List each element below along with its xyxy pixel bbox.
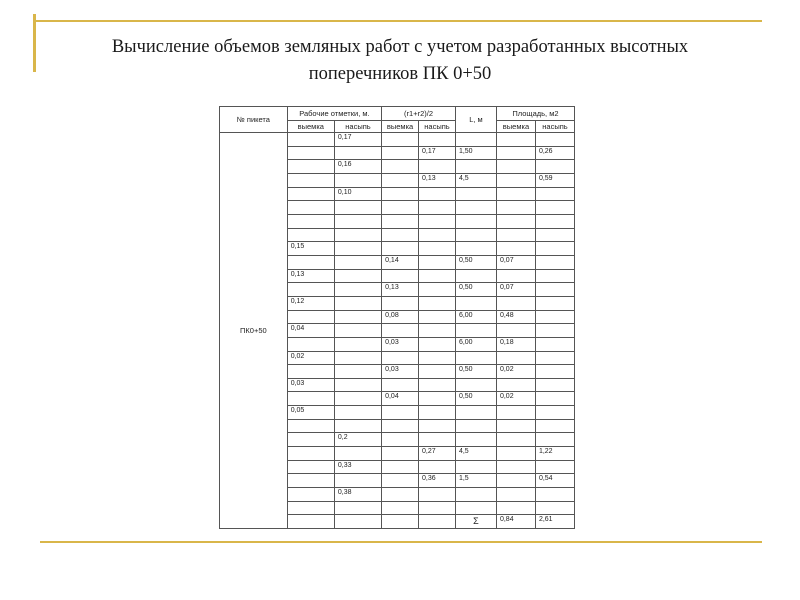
table-cell: 0,50	[455, 392, 496, 406]
table-cell	[382, 488, 419, 502]
table-cell	[455, 419, 496, 433]
earthwork-table	[219, 106, 575, 529]
table-cell: 0,50	[455, 255, 496, 269]
table-cell: 0,36	[419, 474, 456, 488]
table-cell: 0,08	[382, 310, 419, 324]
table-cell	[382, 324, 419, 338]
table-cell	[287, 433, 334, 447]
table-cell	[334, 228, 381, 242]
table-cell	[287, 488, 334, 502]
table-cell	[496, 296, 535, 310]
table-cell	[455, 160, 496, 174]
table-cell	[535, 214, 574, 228]
table-cell	[535, 310, 574, 324]
table-cell	[287, 146, 334, 160]
title-line-1: Вычисление объемов земляных работ с учетом разработанных высотных	[111, 37, 689, 57]
table-cell	[334, 447, 381, 461]
table-cell: 0,18	[496, 337, 535, 351]
table-cell: 0,07	[496, 255, 535, 269]
sum-symbol: Σ	[455, 515, 496, 529]
table-cell: 0,54	[535, 474, 574, 488]
side-rule	[33, 14, 36, 72]
table-cell	[419, 214, 456, 228]
table-cell	[455, 214, 496, 228]
table-cell	[287, 365, 334, 379]
table-cell: 0,50	[455, 283, 496, 297]
table-cell: 0,50	[455, 365, 496, 379]
table-cell	[455, 488, 496, 502]
table-cell: 0,27	[419, 447, 456, 461]
table-cell	[287, 255, 334, 269]
table-cell	[496, 269, 535, 283]
table-cell	[334, 173, 381, 187]
table-cell: 0,03	[382, 337, 419, 351]
table-cell	[535, 337, 574, 351]
table-cell	[496, 474, 535, 488]
table-cell	[287, 460, 334, 474]
header-cut-3: выемка	[496, 121, 535, 133]
table-cell	[496, 214, 535, 228]
table-cell	[287, 228, 334, 242]
table-cell	[334, 214, 381, 228]
table-cell	[287, 214, 334, 228]
table-cell	[455, 406, 496, 420]
table-cell	[535, 406, 574, 420]
table-cell	[334, 392, 381, 406]
table-cell	[382, 419, 419, 433]
table-cell	[535, 433, 574, 447]
table-row	[220, 133, 575, 147]
table-cell	[535, 133, 574, 147]
table-cell	[455, 351, 496, 365]
table-cell	[496, 201, 535, 215]
top-rule	[36, 20, 762, 22]
table-cell	[535, 501, 574, 515]
table-cell	[334, 365, 381, 379]
table-cell	[455, 269, 496, 283]
table-cell	[535, 296, 574, 310]
bottom-rule	[40, 541, 762, 543]
table-cell	[419, 324, 456, 338]
table-cell	[287, 392, 334, 406]
title-line-2: поперечников ПК 0+50	[308, 64, 492, 84]
table-cell	[287, 447, 334, 461]
table-cell	[535, 269, 574, 283]
table-cell	[419, 488, 456, 502]
header-fill-2: насыпь	[419, 121, 456, 133]
table-cell	[419, 515, 456, 529]
table-cell	[382, 146, 419, 160]
table-cell	[382, 351, 419, 365]
table-cell	[419, 242, 456, 256]
picket-cell: ПК0+50	[220, 133, 288, 529]
table-cell	[535, 201, 574, 215]
table-cell: 0,02	[496, 365, 535, 379]
table-cell	[334, 419, 381, 433]
table-cell	[287, 515, 334, 529]
table-cell	[496, 406, 535, 420]
table-cell	[287, 283, 334, 297]
table-cell	[419, 187, 456, 201]
table-cell	[496, 187, 535, 201]
table-cell	[419, 310, 456, 324]
table-cell	[382, 447, 419, 461]
table-cell: 0,05	[287, 406, 334, 420]
table-cell	[496, 419, 535, 433]
table-cell: 0,03	[382, 365, 419, 379]
table-cell	[287, 501, 334, 515]
table-cell	[455, 460, 496, 474]
table-cell	[334, 378, 381, 392]
table-cell	[382, 242, 419, 256]
table-cell: 0,16	[334, 160, 381, 174]
table-cell	[419, 296, 456, 310]
table-cell	[382, 501, 419, 515]
header-avg: (r1+r2)/2	[382, 107, 456, 121]
table-cell: 0,13	[287, 269, 334, 283]
table-cell	[455, 433, 496, 447]
table-cell	[496, 173, 535, 187]
table-cell	[334, 269, 381, 283]
table-cell	[382, 187, 419, 201]
table-cell	[334, 515, 381, 529]
header-fill-3: насыпь	[535, 121, 574, 133]
table-cell	[419, 201, 456, 215]
table-cell	[287, 474, 334, 488]
header-length: L, м	[455, 107, 496, 133]
table-cell: 0,07	[496, 283, 535, 297]
table-cell	[382, 460, 419, 474]
table-cell: 0,84	[496, 515, 535, 529]
table-cell	[496, 242, 535, 256]
table-cell	[535, 187, 574, 201]
table-cell: 0,12	[287, 296, 334, 310]
table-cell	[535, 488, 574, 502]
table-cell	[382, 228, 419, 242]
table-cell	[419, 269, 456, 283]
table-cell	[419, 337, 456, 351]
table-cell	[455, 501, 496, 515]
table-cell	[455, 242, 496, 256]
header-cut-1: выемка	[287, 121, 334, 133]
table-cell: 2,61	[535, 515, 574, 529]
table-cell	[496, 160, 535, 174]
table-cell	[334, 201, 381, 215]
table-cell: 0,17	[334, 133, 381, 147]
table-cell	[382, 214, 419, 228]
table-cell	[334, 474, 381, 488]
table-cell	[382, 201, 419, 215]
table-cell	[535, 160, 574, 174]
table-cell	[535, 351, 574, 365]
table-cell: 1,5	[455, 474, 496, 488]
table-cell	[287, 310, 334, 324]
table-cell	[334, 337, 381, 351]
header-picket: № пикета	[220, 107, 288, 133]
table-cell: 0,26	[535, 146, 574, 160]
header-area: Площадь, м2	[496, 107, 574, 121]
table-cell	[334, 255, 381, 269]
table-cell	[334, 283, 381, 297]
table-cell	[535, 419, 574, 433]
table-cell	[496, 488, 535, 502]
table-cell	[382, 160, 419, 174]
table-cell: 6,00	[455, 310, 496, 324]
table-cell	[535, 324, 574, 338]
table-cell	[419, 406, 456, 420]
table-cell	[419, 460, 456, 474]
table-cell: 0,13	[382, 283, 419, 297]
table-cell	[455, 201, 496, 215]
table-cell	[419, 351, 456, 365]
table-cell: 0,59	[535, 173, 574, 187]
table-cell: 1,50	[455, 146, 496, 160]
table-cell: 6,00	[455, 337, 496, 351]
table-cell: 0,04	[382, 392, 419, 406]
table-cell: 0,38	[334, 488, 381, 502]
table-cell	[496, 460, 535, 474]
table-cell	[496, 351, 535, 365]
table-cell	[382, 406, 419, 420]
table-cell	[455, 296, 496, 310]
table-cell	[287, 173, 334, 187]
table-cell	[535, 228, 574, 242]
table-cell	[334, 324, 381, 338]
table-cell	[419, 160, 456, 174]
table-cell	[382, 296, 419, 310]
table-cell	[535, 255, 574, 269]
header-cut-2: выемка	[382, 121, 419, 133]
table-cell	[287, 187, 334, 201]
table-cell	[382, 133, 419, 147]
table-cell: 0,48	[496, 310, 535, 324]
table-cell	[334, 406, 381, 420]
table-cell: 0,15	[287, 242, 334, 256]
table-cell	[419, 365, 456, 379]
table-cell	[382, 515, 419, 529]
table-cell	[496, 433, 535, 447]
table-cell	[455, 324, 496, 338]
table-cell: 0,10	[334, 187, 381, 201]
table-cell	[455, 187, 496, 201]
table-cell	[334, 296, 381, 310]
table-cell	[535, 378, 574, 392]
table-cell: 0,2	[334, 433, 381, 447]
table-cell	[287, 160, 334, 174]
table-cell	[535, 365, 574, 379]
table-cell: 0,13	[419, 173, 456, 187]
table-cell	[287, 337, 334, 351]
table-cell	[455, 378, 496, 392]
table-cell: 4,5	[455, 447, 496, 461]
table-cell	[419, 433, 456, 447]
table-cell: 0,17	[419, 146, 456, 160]
table-cell	[535, 242, 574, 256]
table-cell	[382, 378, 419, 392]
table-cell	[334, 501, 381, 515]
table-cell	[496, 378, 535, 392]
table-cell	[419, 501, 456, 515]
table-cell	[455, 133, 496, 147]
table-cell	[334, 146, 381, 160]
table-cell: 4,5	[455, 173, 496, 187]
table-cell	[535, 460, 574, 474]
table-cell	[382, 269, 419, 283]
table-cell	[496, 447, 535, 461]
table-cell	[535, 392, 574, 406]
table-cell	[334, 310, 381, 324]
table-cell	[496, 228, 535, 242]
table-cell	[496, 146, 535, 160]
table-cell	[419, 228, 456, 242]
table-cell	[496, 133, 535, 147]
table-cell	[382, 433, 419, 447]
table-cell	[535, 283, 574, 297]
table-cell: 0,14	[382, 255, 419, 269]
table-cell: 1,22	[535, 447, 574, 461]
table-cell: 0,04	[287, 324, 334, 338]
table-cell	[287, 133, 334, 147]
table-cell	[455, 228, 496, 242]
table-cell	[419, 133, 456, 147]
table-cell	[496, 324, 535, 338]
slide-title	[40, 34, 760, 88]
table-cell: 0,02	[496, 392, 535, 406]
table-cell	[419, 419, 456, 433]
table-cell	[334, 351, 381, 365]
header-fill-1: насыпь	[334, 121, 381, 133]
table-cell: 0,33	[334, 460, 381, 474]
table-cell	[334, 242, 381, 256]
table-cell: 0,03	[287, 378, 334, 392]
table-cell	[287, 419, 334, 433]
table-cell	[419, 255, 456, 269]
table-cell	[382, 173, 419, 187]
table-cell	[496, 501, 535, 515]
table-cell	[419, 392, 456, 406]
table-cell	[419, 283, 456, 297]
table-cell: 0,02	[287, 351, 334, 365]
table-cell	[287, 201, 334, 215]
header-work-marks: Рабочие отметки, м.	[287, 107, 381, 121]
table-cell	[382, 474, 419, 488]
table-cell	[419, 378, 456, 392]
